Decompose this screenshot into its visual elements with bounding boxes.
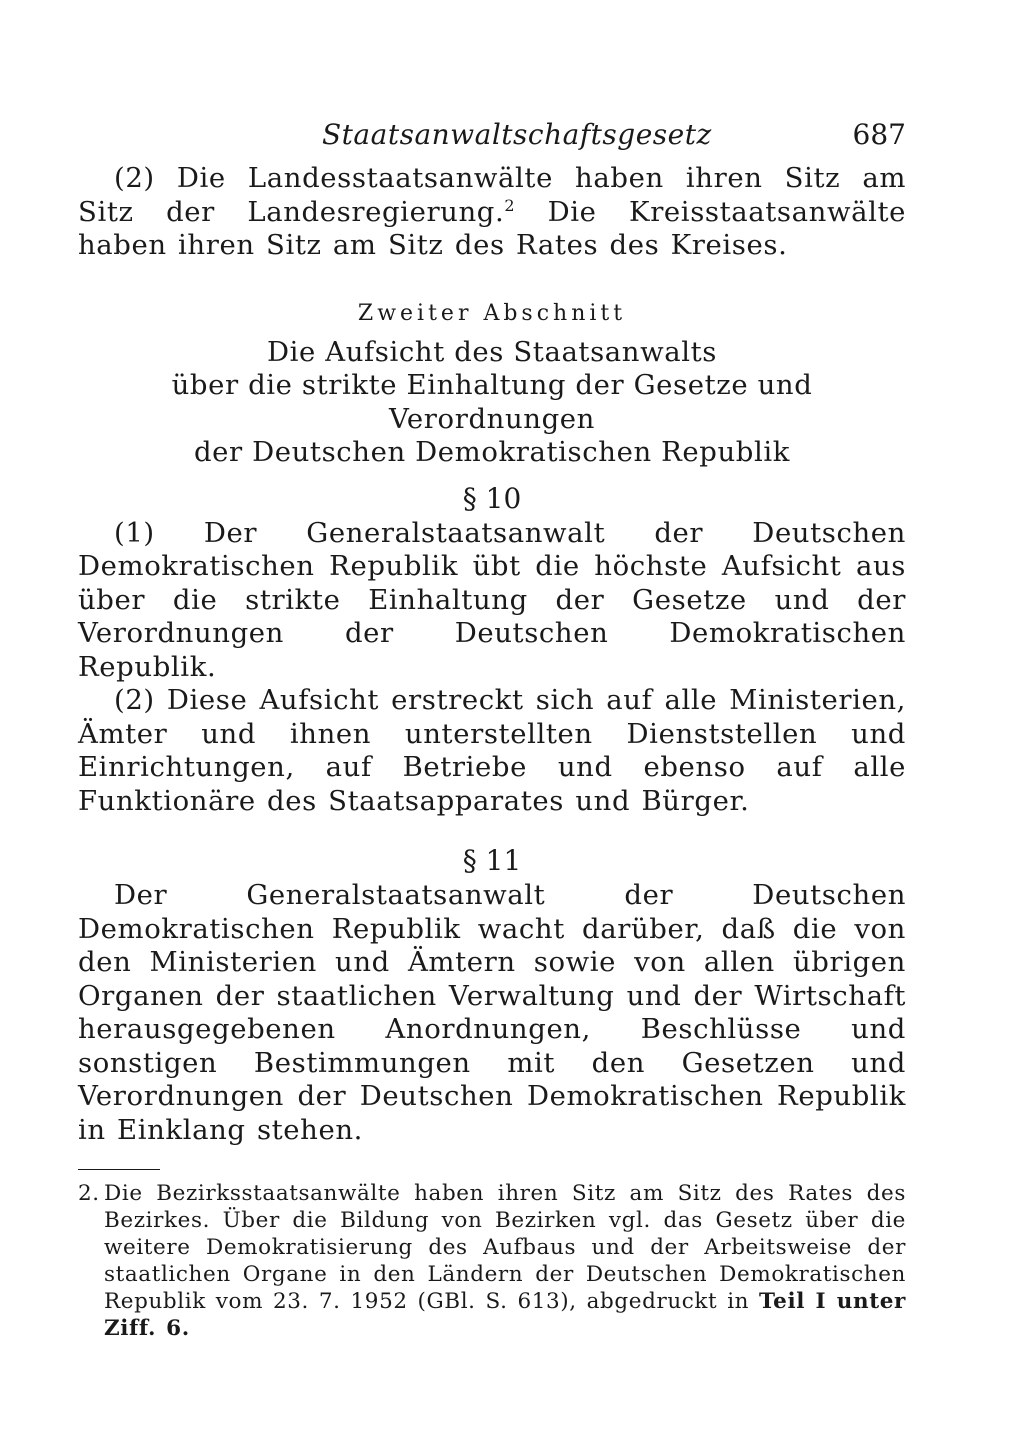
intro-paragraph-text: (2) Die Landesstaatsanwälte haben ihren Sitz am Sitz der Landesregierung. — [78, 162, 906, 228]
section-title-line: über die strikte Einhaltung der Gesetze und Verordnungen — [171, 369, 813, 435]
section-title — [78, 336, 906, 470]
footnote-bold-reference: Teil I unter Ziff. 6. — [104, 1289, 906, 1341]
footnote-mark: 2. — [78, 1181, 100, 1206]
footnote — [78, 1180, 906, 1342]
footnote-reference: 2 — [504, 195, 516, 215]
paragraph-11-heading: § 11 — [462, 844, 522, 877]
paragraph-10-subsection-2: (2) Diese Aufsicht erstreckt sich auf alle Ministerien, Ämter und ihnen unterstellten Dienststellen und Einrichtungen, auf Betriebe und ebenso auf alle Funktionäre des Staatsapparates und Bürger. — [78, 684, 906, 817]
book-page — [78, 118, 906, 1342]
intro-paragraph-text-after: Die Kreisstaatsanwälte haben ihren Sitz am Sitz des Rates des Kreises. — [78, 195, 906, 261]
running-head — [78, 118, 906, 162]
intro-paragraph — [78, 162, 906, 263]
page-number: 687 — [852, 118, 906, 151]
paragraph-10-heading: § 10 — [462, 481, 522, 515]
footnote-text — [104, 1180, 906, 1342]
footnote-divider — [78, 1169, 160, 1170]
section-title-line: Die Aufsicht des Staatsanwalts — [267, 335, 717, 368]
section-title-line: der Deutschen Demokratischen Republik — [193, 436, 791, 468]
footnote-body: Die Bezirksstaatsanwälte haben ihren Sitz am Sitz des Rates des Bezirkes. Über die Bildung von Bezirken vgl. das Gesetz über die weitere Demokratisierung des Aufbaus und der Arbeitsweise der staatlichen Organe in den Ländern der Deutschen Demokratischen Republik vom 23. 7. 1952 (GBl. S. 613), abgedruckt in — [104, 1181, 906, 1314]
paragraph-10-subsection-1: (1) Der Generalstaatsanwalt der Deutschen Demokratischen Republik übt die höchste Aufsicht aus über die strikte Einhaltung der Gesetze und der Verordnungen der Deutschen Demokratischen Republik. — [78, 516, 906, 683]
section-label: Zweiter Abschnitt — [357, 300, 627, 326]
paragraph-11-text: Der Generalstaatsanwalt der Deutschen Demokratischen Republik wacht darüber, daß die von den Ministerien und Ämtern sowie von allen übrigen Organen der staatlichen Verwaltung und der Wirtschaft herausgegebenen Anordnungen, Beschlüsse und sonstigen Bestimmungen mit den Gesetzen und Verordnungen der Deutschen Demokratischen Republik in Einklang stehen. — [78, 879, 906, 1146]
running-title: Staatsanwaltschaftsgesetz — [322, 118, 712, 151]
